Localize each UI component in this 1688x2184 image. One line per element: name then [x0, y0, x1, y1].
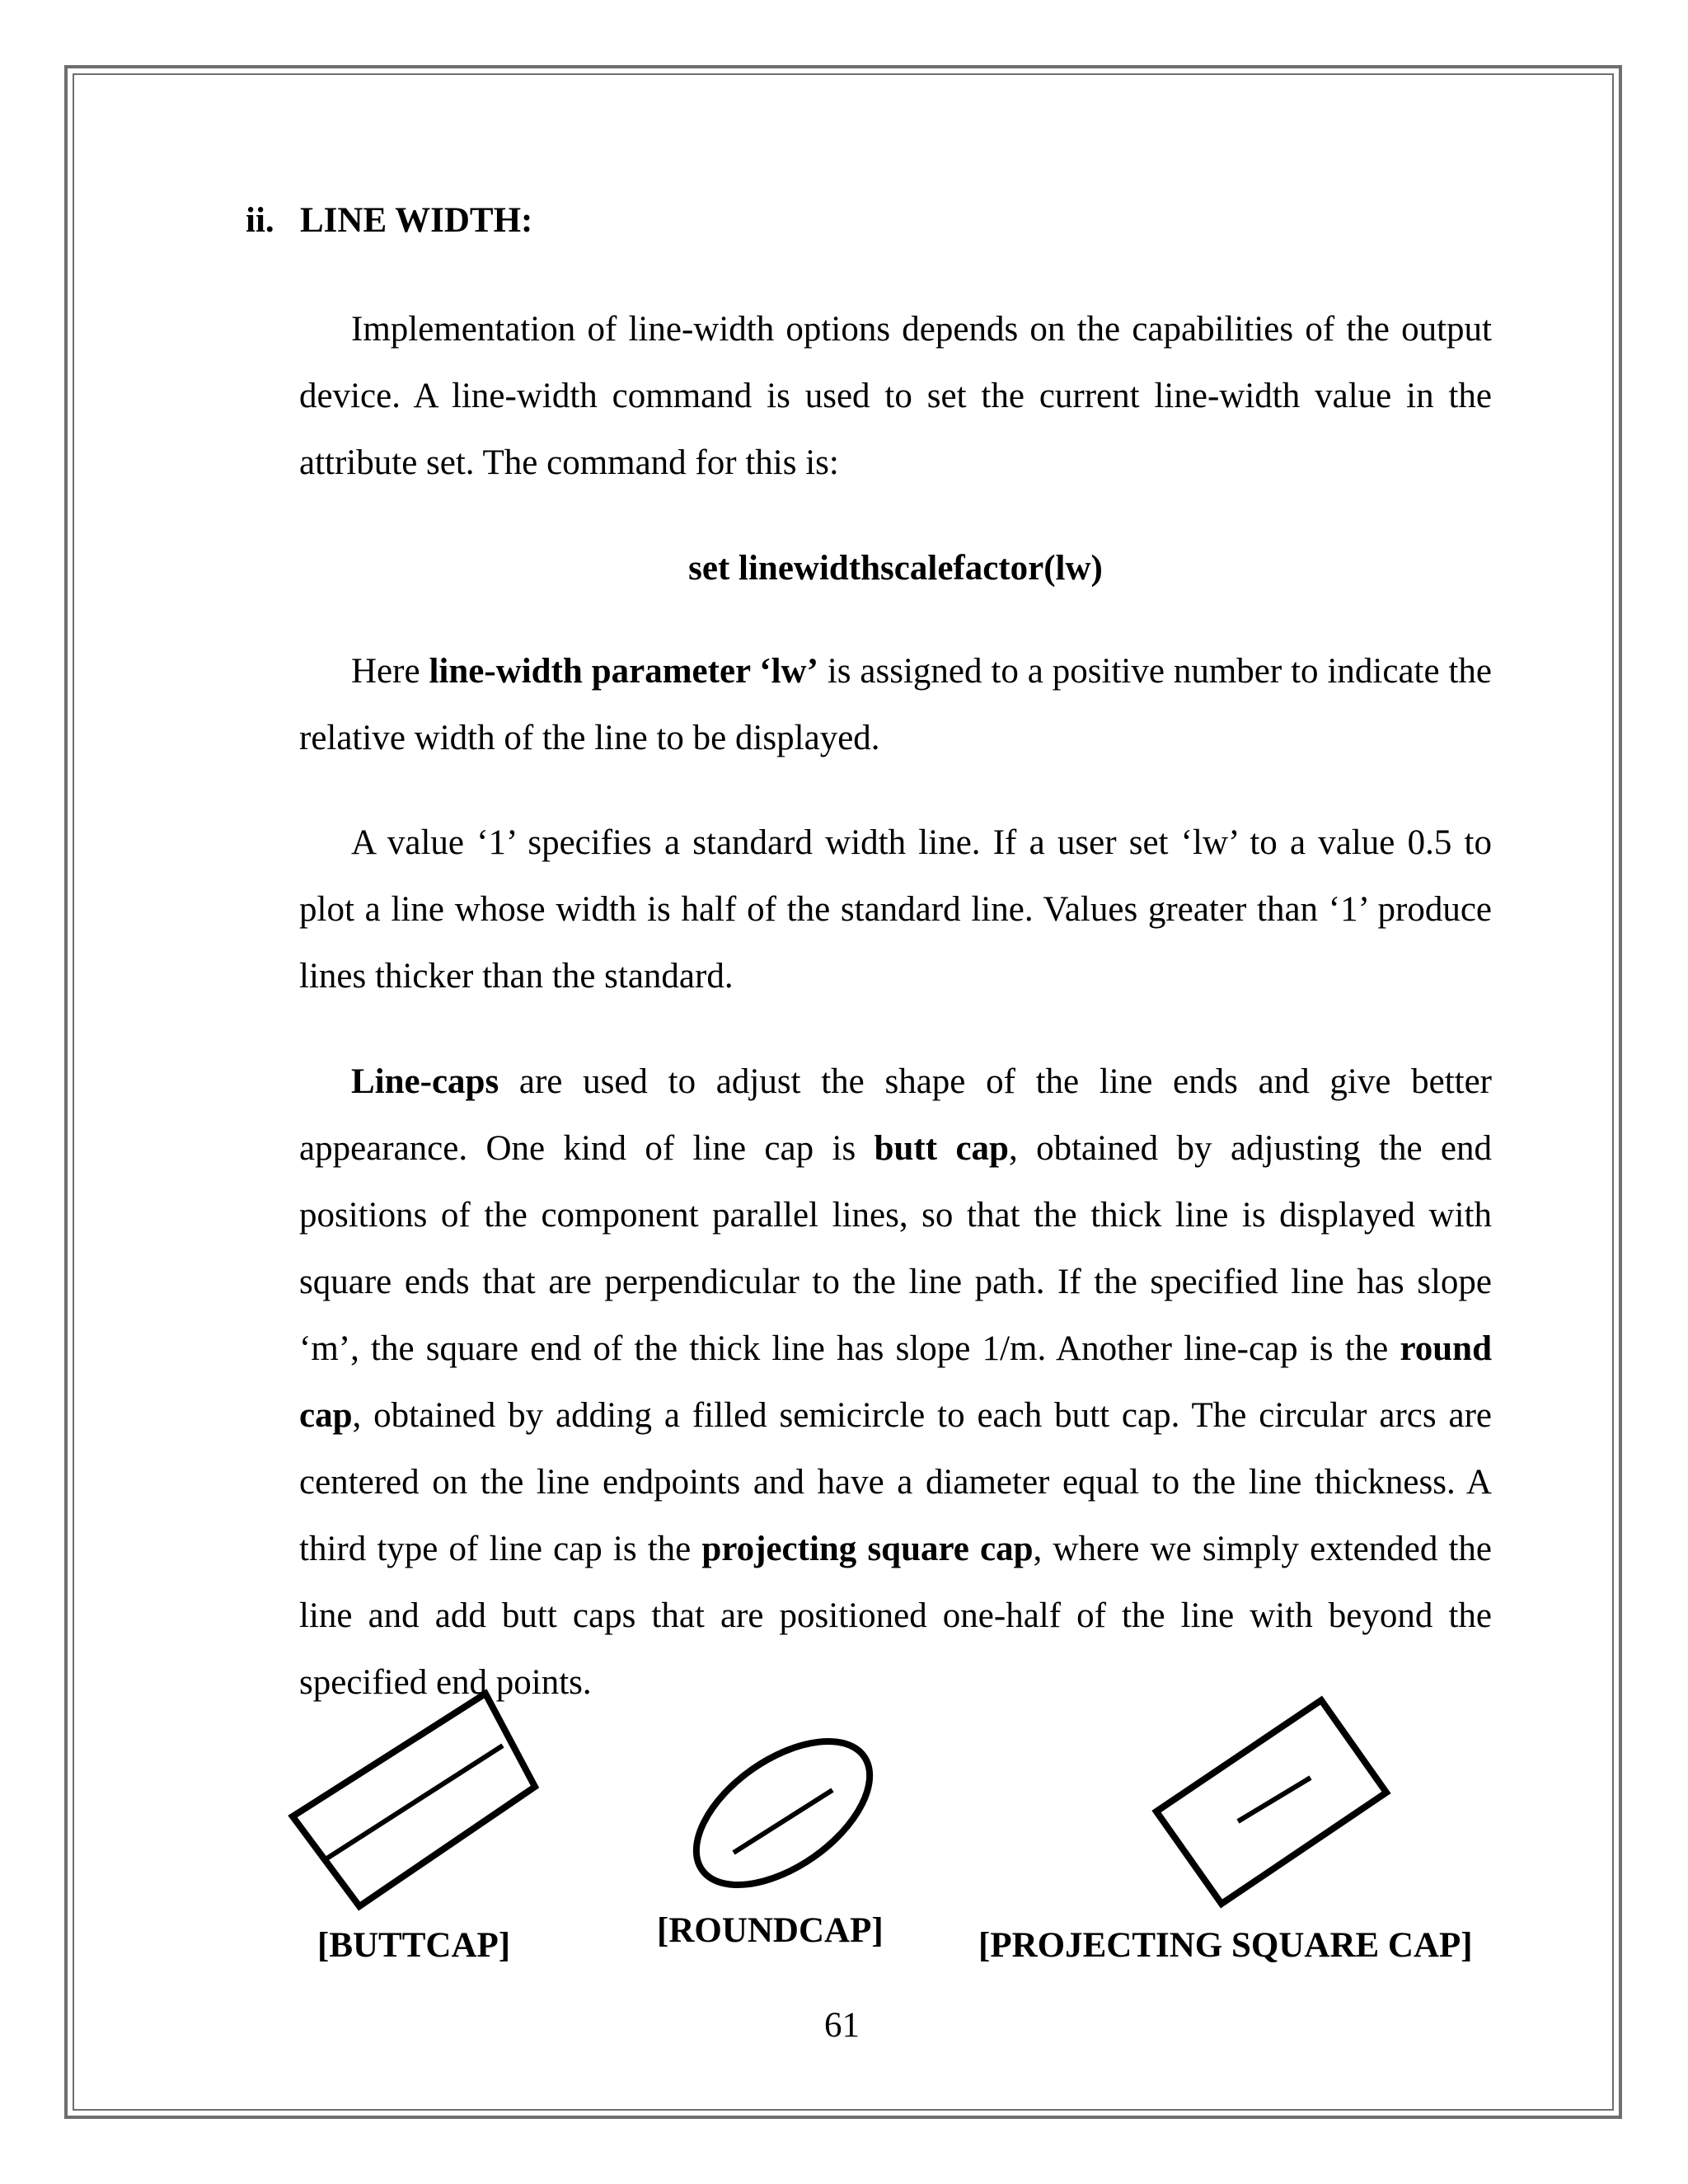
text: Here: [351, 652, 429, 691]
paragraph-line-caps: [299, 1048, 1492, 1716]
text: are used to adjust the shape of the line ends and give better appearance. One kind of line cap is: [299, 1062, 1492, 1168]
bold-term-lw-parameter: line-width parameter ‘lw’: [429, 652, 818, 691]
section-title: LINE WIDTH:: [300, 201, 533, 240]
command-line: set linewidthscalefactor(lw): [688, 549, 1103, 588]
bold-term-round-cap: round cap: [299, 1329, 1492, 1435]
text: , obtained by adjusting the end positions of the component parallel lines, so that the thick line is displayed with square ends that are perpendicular to the line path. If the specified line has slope ‘m’, the square end of the thick line has slope 1/m. Another line-cap is the: [299, 1129, 1493, 1368]
round-cap-label: [ROUNDCAP]: [657, 1911, 884, 1950]
paragraph-lw-parameter: [299, 638, 1492, 771]
paragraph-line-width-intro: Implementation of line-width options depends on the capabilities of the output device. A line-width command is used to set the current line-width value in the attribute set. The command for this is:: [299, 310, 1492, 482]
paragraph-lw-values: A value ‘1’ specifies a standard width line. If a user set ‘lw’ to a value 0.5 to plot a line whose width is half of the standard line. Values greater than ‘1’ produce lines thicker than the standard.: [299, 823, 1492, 996]
page-number: 61: [824, 2006, 860, 2045]
text: , obtained by adding a filled semicircle to each butt cap. The circular arcs are centered on the line endpoints and have a diameter equal to the line thickness. A third type of line cap is the: [299, 1396, 1492, 1568]
butt-cap-label: [BUTTCAP]: [317, 1926, 511, 1965]
bold-term-butt-cap: butt cap: [874, 1129, 1009, 1168]
section-number: ii.: [246, 201, 274, 240]
section-heading: [246, 200, 532, 241]
bold-term-projecting-square-cap: projecting square cap: [701, 1530, 1034, 1568]
text: , where we simply extended the line and add butt caps that are positioned one-half of the line with beyond the specified end points.: [299, 1530, 1492, 1702]
text: is assigned to a positive number to indicate the relative width of the line to be displayed.: [299, 652, 1493, 757]
projecting-square-cap-label: [PROJECTING SQUARE CAP]: [978, 1926, 1473, 1965]
bold-term-line-caps: Line-caps: [351, 1062, 499, 1101]
